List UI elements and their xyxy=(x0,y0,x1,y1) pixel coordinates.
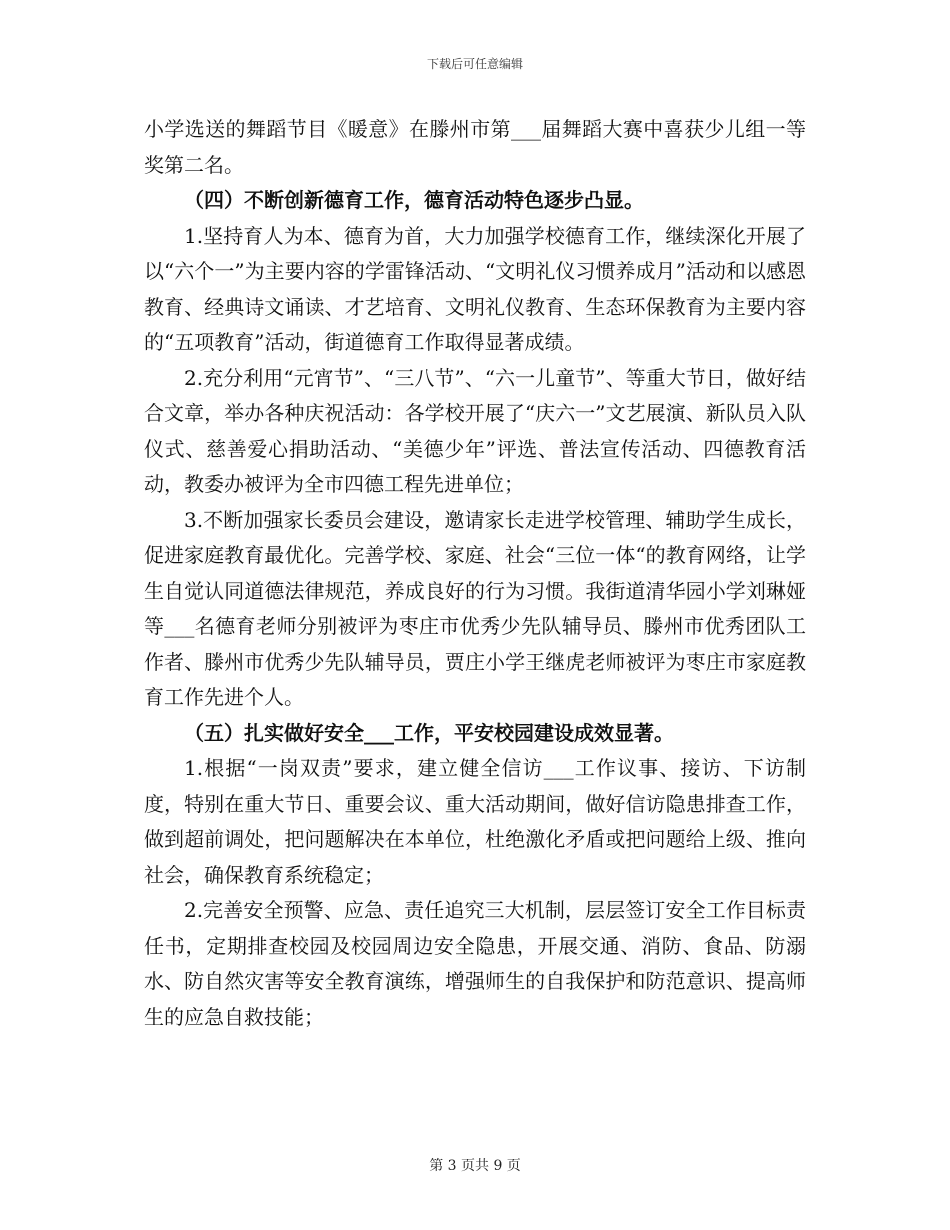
section-heading-4: （四）不断创新德育工作，德育活动特色逐步凸显。 xyxy=(184,188,644,212)
paragraph-5-2: 2.完善安全预警、应急、责任追究三大机制，层层签订安全工作目标责任书，定期排查校园及校园周边安全隐患，开展交通、消防、食品、防溺水、防自然灾害等安全教育演练，增强师生的自我保护和防范意识、提高师生的应急自救技能； xyxy=(144,898,806,1029)
paragraph-4-2: 2.充分利用“元宵节”、“三八节”、“六一儿童节”、等重大节日，做好结合文章，举办各种庆祝活动：各学校开展了“庆六一”文艺展演、新队员入队仪式、慈善爱心捐助活动、“美德少年”评选、普法宣传活动、四德教育活动，教委办被评为全市四德工程先进单位； xyxy=(144,365,806,496)
page-header: 下载后可任意编辑 xyxy=(426,57,523,71)
paragraph-continuation: 小学选送的舞蹈节目《暖意》在滕州市第___届舞蹈大赛中喜获少儿组一等奖第二名。 xyxy=(144,117,806,177)
section-heading-5: （五）扎实做好安全___工作，平安校园建设成效显著。 xyxy=(184,720,674,745)
paragraph-4-3: 3.不断加强家长委员会建设，邀请家长走进学校管理、辅助学生成长，促进家庭教育最优化。完善学校、家庭、社会“三位一体“的教育网络，让学生自觉认同道德法律规范，养成良好的行为习惯。我街道清华园小学刘琳娅等___名德育老师分别被评为枣庄市优秀少先队辅导员、滕州市优秀团队工作者、滕州市优秀少先队辅导员，贾庄小学王继虎老师被评为枣庄市家庭教育工作先进个人。 xyxy=(144,507,806,709)
paragraph-4-1: 1.坚持育人为本、德育为首，大力加强学校德育工作，继续深化开展了以“六个一”为主要内容的学雷锋活动、“文明礼仪习惯养成月”活动和以感恩教育、经典诗文诵读、才艺培育、文明礼仪教育、生态环保教育为主要内容的“五项教育”活动，街道德育工作取得显著成绩。 xyxy=(144,223,806,354)
paragraph-5-1: 1.根据“一岗双责”要求，建立健全信访___工作议事、接访、下访制度，特别在重大节日、重要会议、重大活动期间，做好信访隐患排查工作，做到超前调处，把问题解决在本单位，杜绝激化矛盾或把问题给上级、推向社会，确保教育系统稳定； xyxy=(144,756,806,887)
page-footer: 第 3 页共 9 页 xyxy=(429,1158,521,1174)
document-body xyxy=(144,112,806,1035)
